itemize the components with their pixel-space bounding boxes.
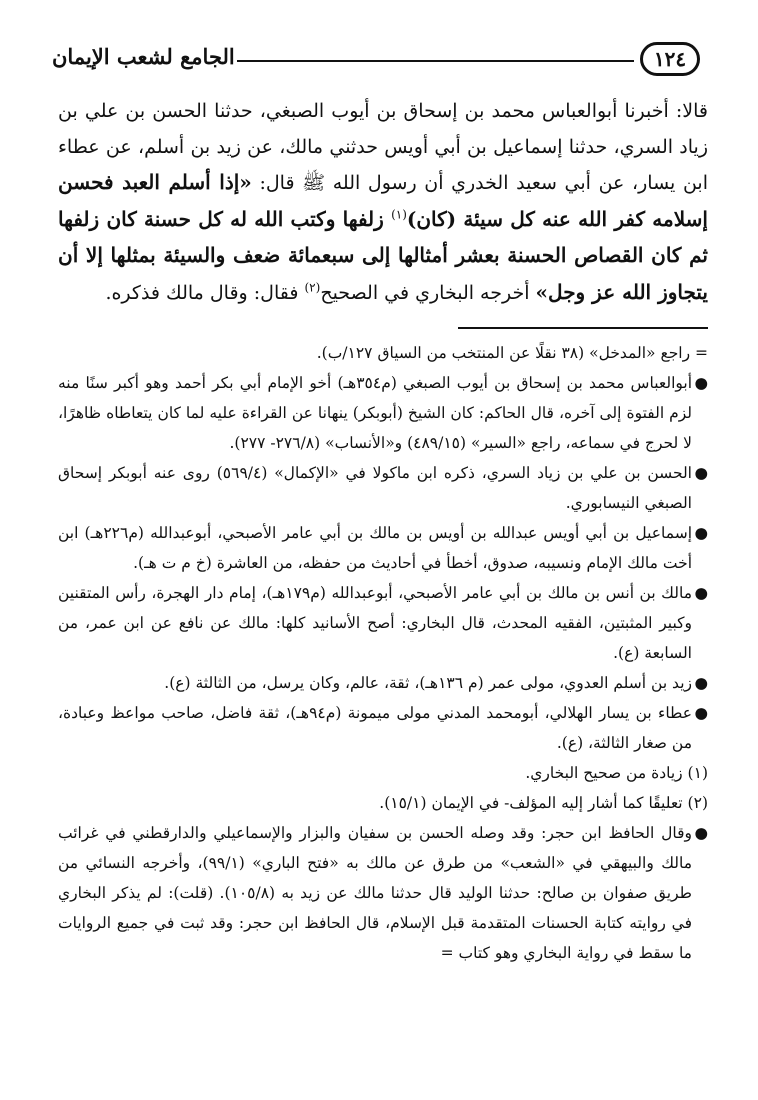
- closing-text: فقال: وقال مالك فذكره.: [105, 281, 305, 304]
- bullet-icon: ●: [694, 524, 708, 542]
- hadith-text-part1: «إذا أسلم العبد فحسن إسلامه كفر الله عنه كل سيئة (كان): [58, 170, 708, 231]
- narrator-note: [58, 518, 708, 578]
- takhrij-text: أخرجه البخاري في الصحيح: [320, 281, 536, 304]
- footnote-divider: [458, 327, 708, 329]
- reference-line: = راجع «المدخل» (٣٨ نقلًا عن المنتخب من السياق ١٢٧/ب).: [316, 344, 708, 362]
- bullet-icon: ●: [694, 674, 708, 692]
- bullet-icon: ●: [694, 374, 708, 392]
- commentary-text: وقال الحافظ ابن حجر: وقد وصله الحسن بن سفيان والبزار والإسماعيلي والدارقطني في غرائب مالك والبيهقي في «الشعب» من طرق عن مالك به «فتح الباري» (٩٩/١)، وأخرجه النسائي من طريق صفوان بن صالح: حدثنا الوليد قال حدثنا مالك عن زيد به (١٠٥/٨). (قلت): لم يذكر البخاري في روايته كتابة الحسنات المتقدمة قبل الإسلام، قال الحافظ ابن حجر: وقد ثبت في جميع الروايات ما سقط في رواية البخاري وهو كتاب =: [58, 824, 693, 962]
- footnote-ref-2: (٢): [304, 280, 321, 295]
- header-divider: [237, 60, 634, 62]
- isnad-text: قالا: أخبرنا أبوالعباس محمد بن إسحاق بن أيوب الصبغي، حدثنا الحسن بن علي بن زياد السري، حدثنا إسماعيل بن أبي أويس حدثني مالك، عن زيد بن أسلم، عن عطاء ابن يسار، عن أبي سعيد الخدري أن رسول الله ﷺ قال:: [58, 100, 708, 194]
- footnotes-section: [58, 338, 708, 968]
- narrator-text: إسماعيل بن أبي أويس عبدالله بن أويس بن مالك بن أبي عامر الأصبحي، أبوعبدالله (م٢٢٦هـ) ابن أخت مالك الإمام ونسيبه، صدوق، أخطأ في أحاديث من حفظه، من العاشرة (خ م ت هـ).: [58, 524, 692, 572]
- narrator-note: [58, 698, 708, 758]
- narrator-note: [58, 668, 708, 698]
- bullet-icon: ●: [694, 704, 709, 722]
- narrator-text: مالك بن أنس بن مالك بن أبي عامر الأصبحي، أبوعبدالله (م١٧٩هـ)، إمام دار الهجرة، رأس المتقنين وكبير المثبتين، الفقيه المحدث، قال البخاري: أصح الأسانيد كلها: مالك عن نافع عن ابن عمر، من السابعة (ع).: [58, 584, 692, 662]
- bullet-icon: ●: [694, 584, 708, 602]
- narrator-text: زيد بن أسلم العدوي، مولى عمر (م ١٣٦هـ)، ثقة، عالم، وكان يرسل، من الثالثة (ع).: [164, 674, 692, 692]
- footnote-2: (٢) تعليقًا كما أشار إليه المؤلف- في الإيمان (١٥/١).: [379, 794, 708, 812]
- narrator-text: عطاء بن يسار الهلالي، أبومحمد المدني مولى ميمونة (م٩٤هـ)، ثقة فاضل، صاحب مواعظ وعبادة، من صغار الثالثة، (ع).: [58, 704, 693, 752]
- bullet-icon: ●: [694, 824, 708, 842]
- main-text: [58, 94, 708, 311]
- narrator-note: [58, 368, 708, 458]
- narrator-text: الحسن بن علي بن زياد السري، ذكره ابن ماكولا في «الإكمال» (٥٦٩/٤) روى عنه أبوبكر إسحاق الصبغي النيسابوري.: [58, 464, 692, 512]
- hadith-text-part2: زلفها وكتب الله له كل حسنة كان زلفها ثم كان القصاص الحسنة بعشر أمثالها إلى سبعمائة ضعف والسيئة بمثلها إلا أن يتجاوز الله عز وجل»: [58, 206, 708, 304]
- footnote-2-commentary: [58, 818, 708, 968]
- book-title: الجامع لشعب الإيمان: [52, 44, 235, 69]
- footnote-ref-1: (١): [391, 207, 407, 222]
- footnote-1: (١) زيادة من صحيح البخاري.: [525, 764, 708, 782]
- narrator-note: [58, 578, 708, 668]
- page-number: ١٢٤: [640, 42, 700, 76]
- narrator-note: [58, 458, 708, 518]
- page-header: [52, 38, 706, 82]
- bullet-icon: ●: [694, 464, 708, 482]
- narrator-text: أبوالعباس محمد بن إسحاق بن أيوب الصبغي (م٣٥٤هـ) أخو الإمام أبي بكر أحمد وهو أكبر سنًا منه لزم الفتوة إلى آخره، قال الحاكم: كان الشيخ (أبوبكر) ينهانا عن القراءة عليه لما كان يتعاطاه ظاهرًا، لا لحرج في سماعه، راجع «السير» (٤٨٩/١٥) و«الأنساب» (٢٧٦/٨- ٢٧٧).: [58, 374, 692, 452]
